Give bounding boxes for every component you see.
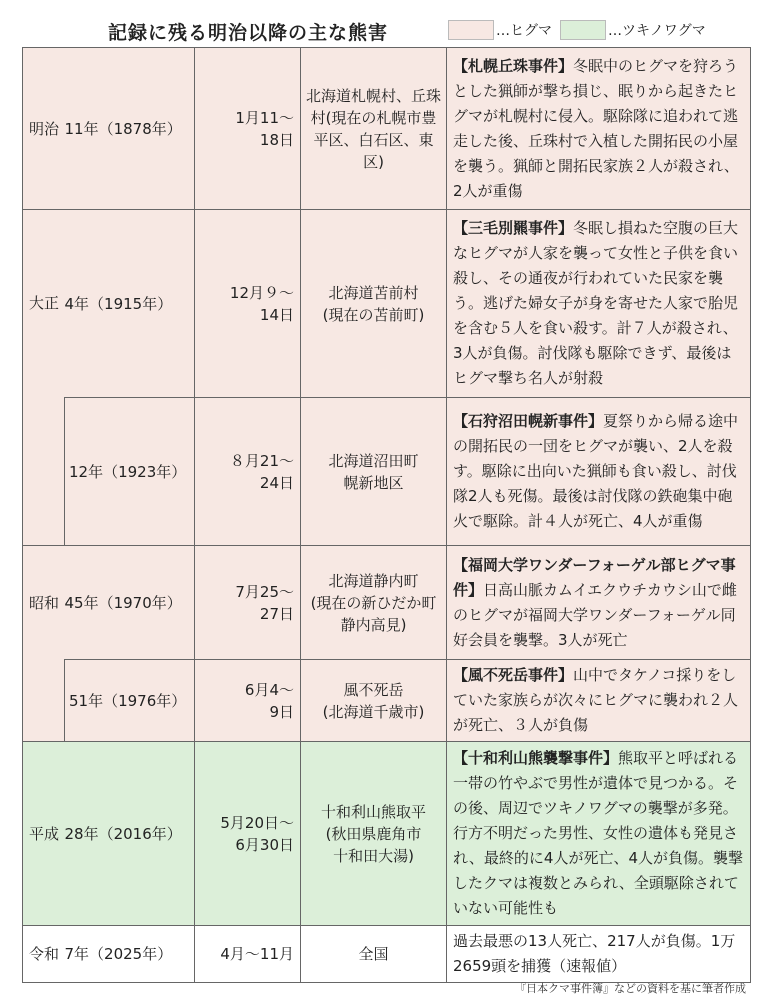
legend-tsukinowaguma-label: …ツキノワグマ [608, 23, 706, 39]
bear-incident-table [22, 47, 751, 983]
place-cell: 北海道苫前村 (現在の苫前町) [301, 210, 447, 398]
place-cell: 北海道札幌村、丘珠村(現在の札幌市豊平区、白石区、東区) [301, 48, 447, 210]
date-cell: 4月〜11月 [195, 926, 301, 983]
year-cell: 11年（1878年） [65, 48, 195, 210]
year-cell: 4年（1915年） [65, 210, 195, 398]
incident-description: 冬眠中のヒグマを狩ろうとした猟師が撃ち損じ、眠りから起きたヒグマが札幌村に侵入。駆除隊に追われて逃走した後、丘珠村で入植した開拓民の小屋を襲う。猟師と開拓民家族２人が殺され、2人が重傷 [453, 56, 739, 200]
incident-description: 日高山脈カムイエクウチカウシ山で雌のヒグマが福岡大学ワンダーフォーゲル同好会員を襲撃。3人が死亡 [453, 580, 737, 649]
incident-name: 【風不死岳事件】 [453, 666, 574, 684]
description-cell [447, 398, 751, 546]
table-row [23, 210, 751, 398]
incident-description: 過去最悪の13人死亡、217人が負傷。1万2659頭を捕獲（速報値） [453, 932, 736, 975]
page-title: 記録に残る明治以降の主な熊害 [108, 22, 389, 44]
table-row [23, 398, 751, 546]
incident-description: 冬眠し損ねた空腹の巨大なヒグマが人家を襲って女性と子供を食い殺し、その通夜が行われていた民家を襲う。逃げた婦女子が身を寄せた人家で胎児を含む５人を食い殺す。計７人が殺され、3人が負傷。討伐隊も駆除できず、最後はヒグマ撃ち名人が射殺 [453, 219, 739, 387]
era-cell: 明治 [23, 48, 65, 210]
place-cell: 全国 [301, 926, 447, 983]
description-cell [447, 210, 751, 398]
table-row [23, 546, 751, 660]
legend-higuma-swatch [448, 20, 494, 40]
legend [448, 20, 706, 40]
incident-name: 【札幌丘珠事件】 [453, 56, 574, 75]
incident-name: 【十和利山熊襲撃事件】 [453, 749, 619, 767]
year-cell: 28年（2016年） [65, 742, 195, 926]
era-cell: 平成 [23, 742, 65, 926]
table-row [23, 926, 751, 983]
table-row [23, 48, 751, 210]
place-cell: 風不死岳 (北海道千歳市) [301, 660, 447, 742]
source-note: 『日本クマ事件簿』などの資料を基に筆者作成 [515, 982, 746, 995]
date-cell: 12月９〜 14日 [195, 210, 301, 398]
description-cell [447, 546, 751, 660]
era-cell: 昭和 [23, 546, 65, 742]
date-cell: ８月21〜 24日 [195, 398, 301, 546]
year-cell: 45年（1970年） [65, 546, 195, 660]
legend-higuma-label: …ヒグマ [496, 23, 552, 39]
incident-name: 【石狩沼田幌新事件】 [453, 412, 604, 430]
legend-tsukinowaguma-swatch [560, 20, 606, 40]
date-cell: 6月4〜 9日 [195, 660, 301, 742]
year-cell: 7年（2025年） [65, 926, 195, 983]
date-cell: 7月25〜 27日 [195, 546, 301, 660]
year-cell: 51年（1976年） [65, 660, 195, 742]
incident-name: 【三毛別羆事件】 [453, 219, 574, 237]
incident-description: 山中でタケノコ採りをしていた家族らが次々にヒグマに襲われ２人が死亡、３人が負傷 [453, 666, 739, 734]
year-cell: 12年（1923年） [65, 398, 195, 546]
description-cell [447, 742, 751, 926]
table-row [23, 742, 751, 926]
incident-description: 熊取平と呼ばれる一帯の竹やぶで男性が遺体で見つかる。その後、周辺でツキノワグマの襲撃が多発。行方不明だった男性、女性の遺体も発見され、最終的に4人が死亡、4人が負傷。襲撃したクマは複数とみられ、全頭駆除されていない可能性も [453, 749, 743, 917]
place-cell: 北海道静内町 (現在の新ひだか町 静内高見) [301, 546, 447, 660]
incident-description: 夏祭りから帰る途中の開拓民の一団をヒグマが襲い、2人を殺す。駆除に出向いた猟師も食い殺し、討伐隊2人も死傷。最後は討伐隊の鉄砲集中砲火で駆除。計４人が死亡、4人が重傷 [453, 412, 739, 530]
description-cell [447, 660, 751, 742]
incident-name: 【福岡大学ワンダーフォーゲル部ヒグマ事件】 [453, 555, 736, 599]
era-cell: 令和 [23, 926, 65, 983]
description-cell [447, 926, 751, 983]
date-cell: 5月20日〜 6月30日 [195, 742, 301, 926]
place-cell: 北海道沼田町 幌新地区 [301, 398, 447, 546]
place-cell: 十和利山熊取平 (秋田県鹿角市 十和田大湯) [301, 742, 447, 926]
era-cell: 大正 [23, 210, 65, 546]
table-row [23, 660, 751, 742]
description-cell [447, 48, 751, 210]
date-cell: 1月11〜 18日 [195, 48, 301, 210]
